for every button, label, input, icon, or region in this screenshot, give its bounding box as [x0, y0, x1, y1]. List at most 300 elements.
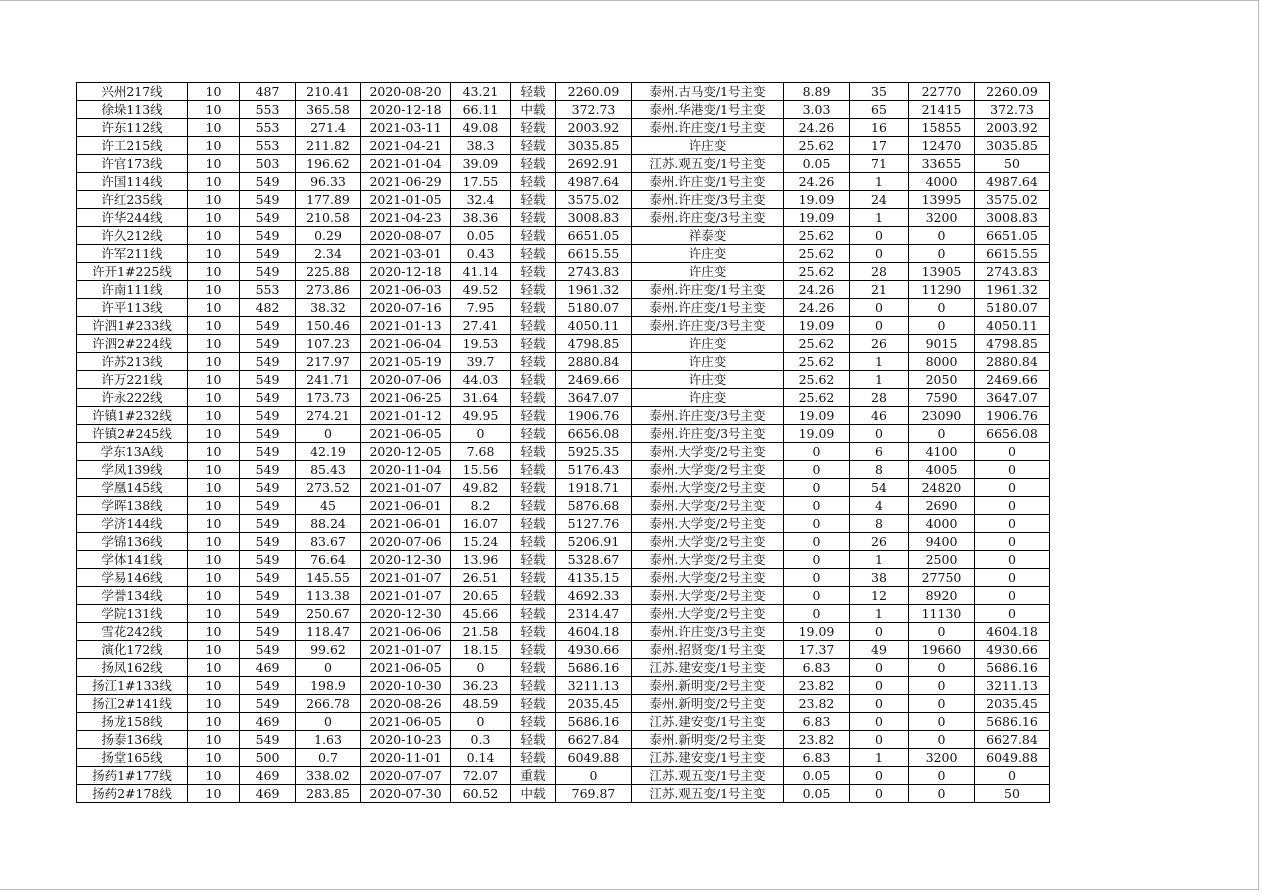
cell-spare-capacity[interactable]: 4987.64: [556, 173, 632, 191]
cell-user-capacity[interactable]: 7590: [909, 389, 975, 407]
cell-date[interactable]: 2020-12-30: [361, 551, 451, 569]
cell-voltage[interactable]: 10: [188, 767, 240, 785]
cell-rated-current[interactable]: 549: [240, 173, 296, 191]
cell-line-name[interactable]: 许红235线: [77, 191, 188, 209]
cell-user-count[interactable]: 38: [850, 569, 909, 587]
cell-user-count[interactable]: 0: [850, 767, 909, 785]
cell-voltage[interactable]: 10: [188, 587, 240, 605]
cell-transformer-rate[interactable]: 19.09: [784, 191, 850, 209]
cell-transformer-rate[interactable]: 6.83: [784, 749, 850, 767]
cell-user-count[interactable]: 0: [850, 713, 909, 731]
cell-rated-current[interactable]: 549: [240, 587, 296, 605]
cell-voltage[interactable]: 10: [188, 209, 240, 227]
cell-transformer-rate[interactable]: 25.62: [784, 371, 850, 389]
cell-available-capacity[interactable]: 0: [975, 551, 1050, 569]
cell-transformer[interactable]: 江苏.建安变/1号主变: [632, 713, 784, 731]
cell-available-capacity[interactable]: 5686.16: [975, 659, 1050, 677]
cell-load-status[interactable]: 重载: [511, 767, 556, 785]
cell-available-capacity[interactable]: 6627.84: [975, 731, 1050, 749]
cell-load-status[interactable]: 轻载: [511, 443, 556, 461]
cell-rated-current[interactable]: 482: [240, 299, 296, 317]
cell-line-name[interactable]: 雪花242线: [77, 623, 188, 641]
cell-user-capacity[interactable]: 9015: [909, 335, 975, 353]
cell-user-count[interactable]: 28: [850, 263, 909, 281]
cell-line-name[interactable]: 学济144线: [77, 515, 188, 533]
cell-available-capacity[interactable]: 6615.55: [975, 245, 1050, 263]
cell-load-rate[interactable]: 0.05: [451, 227, 511, 245]
cell-voltage[interactable]: 10: [188, 281, 240, 299]
cell-transformer[interactable]: 泰州.许庄变/3号主变: [632, 407, 784, 425]
cell-spare-capacity[interactable]: 5925.35: [556, 443, 632, 461]
cell-transformer[interactable]: 江苏.观五变/1号主变: [632, 767, 784, 785]
cell-user-capacity[interactable]: 3200: [909, 209, 975, 227]
cell-load-rate[interactable]: 43.21: [451, 83, 511, 101]
cell-rated-current[interactable]: 549: [240, 227, 296, 245]
cell-max-current[interactable]: 177.89: [296, 191, 361, 209]
cell-max-current[interactable]: 0: [296, 713, 361, 731]
cell-user-capacity[interactable]: 4100: [909, 443, 975, 461]
cell-spare-capacity[interactable]: 2003.92: [556, 119, 632, 137]
cell-load-status[interactable]: 轻载: [511, 173, 556, 191]
cell-load-rate[interactable]: 0: [451, 425, 511, 443]
cell-user-capacity[interactable]: 9400: [909, 533, 975, 551]
cell-user-count[interactable]: 49: [850, 641, 909, 659]
cell-transformer-rate[interactable]: 3.03: [784, 101, 850, 119]
cell-line-name[interactable]: 扬药2#178线: [77, 785, 188, 803]
cell-available-capacity[interactable]: 0: [975, 461, 1050, 479]
cell-transformer[interactable]: 泰州.大学变/2号主变: [632, 569, 784, 587]
cell-available-capacity[interactable]: 4798.85: [975, 335, 1050, 353]
cell-transformer-rate[interactable]: 19.09: [784, 209, 850, 227]
cell-rated-current[interactable]: 549: [240, 569, 296, 587]
cell-rated-current[interactable]: 549: [240, 515, 296, 533]
cell-line-name[interactable]: 扬堂165线: [77, 749, 188, 767]
cell-transformer[interactable]: 泰州.新明变/2号主变: [632, 695, 784, 713]
cell-user-count[interactable]: 8: [850, 515, 909, 533]
cell-date[interactable]: 2021-04-21: [361, 137, 451, 155]
cell-max-current[interactable]: 173.73: [296, 389, 361, 407]
cell-user-count[interactable]: 1: [850, 173, 909, 191]
cell-transformer[interactable]: 江苏.建安变/1号主变: [632, 659, 784, 677]
cell-user-count[interactable]: 28: [850, 389, 909, 407]
cell-transformer-rate[interactable]: 0: [784, 533, 850, 551]
cell-spare-capacity[interactable]: 4604.18: [556, 623, 632, 641]
cell-transformer-rate[interactable]: 0: [784, 479, 850, 497]
cell-available-capacity[interactable]: 6651.05: [975, 227, 1050, 245]
cell-transformer[interactable]: 江苏.观五变/1号主变: [632, 785, 784, 803]
cell-rated-current[interactable]: 549: [240, 551, 296, 569]
cell-available-capacity[interactable]: 1906.76: [975, 407, 1050, 425]
cell-spare-capacity[interactable]: 1918.71: [556, 479, 632, 497]
cell-load-status[interactable]: 轻载: [511, 209, 556, 227]
cell-load-rate[interactable]: 13.96: [451, 551, 511, 569]
cell-load-status[interactable]: 轻载: [511, 749, 556, 767]
cell-available-capacity[interactable]: 2260.09: [975, 83, 1050, 101]
cell-max-current[interactable]: 145.55: [296, 569, 361, 587]
cell-transformer[interactable]: 泰州.新明变/2号主变: [632, 677, 784, 695]
cell-max-current[interactable]: 83.67: [296, 533, 361, 551]
cell-available-capacity[interactable]: 3035.85: [975, 137, 1050, 155]
cell-transformer-rate[interactable]: 25.62: [784, 137, 850, 155]
cell-date[interactable]: 2021-06-29: [361, 173, 451, 191]
cell-spare-capacity[interactable]: 1961.32: [556, 281, 632, 299]
cell-voltage[interactable]: 10: [188, 551, 240, 569]
cell-user-count[interactable]: 1: [850, 749, 909, 767]
cell-load-rate[interactable]: 21.58: [451, 623, 511, 641]
cell-date[interactable]: 2021-01-07: [361, 641, 451, 659]
cell-line-name[interactable]: 许军211线: [77, 245, 188, 263]
cell-rated-current[interactable]: 549: [240, 371, 296, 389]
cell-available-capacity[interactable]: 6656.08: [975, 425, 1050, 443]
cell-user-count[interactable]: 8: [850, 461, 909, 479]
cell-load-rate[interactable]: 0: [451, 659, 511, 677]
cell-voltage[interactable]: 10: [188, 101, 240, 119]
cell-voltage[interactable]: 10: [188, 785, 240, 803]
cell-voltage[interactable]: 10: [188, 623, 240, 641]
cell-transformer[interactable]: 泰州.许庄变/1号主变: [632, 119, 784, 137]
cell-max-current[interactable]: 217.97: [296, 353, 361, 371]
cell-rated-current[interactable]: 549: [240, 443, 296, 461]
cell-load-rate[interactable]: 17.55: [451, 173, 511, 191]
cell-user-capacity[interactable]: 4000: [909, 173, 975, 191]
cell-transformer-rate[interactable]: 23.82: [784, 695, 850, 713]
cell-spare-capacity[interactable]: 3575.02: [556, 191, 632, 209]
cell-available-capacity[interactable]: 2035.45: [975, 695, 1050, 713]
cell-rated-current[interactable]: 549: [240, 497, 296, 515]
cell-transformer-rate[interactable]: 17.37: [784, 641, 850, 659]
cell-max-current[interactable]: 38.32: [296, 299, 361, 317]
cell-voltage[interactable]: 10: [188, 317, 240, 335]
cell-max-current[interactable]: 250.67: [296, 605, 361, 623]
cell-max-current[interactable]: 96.33: [296, 173, 361, 191]
cell-user-capacity[interactable]: 4000: [909, 515, 975, 533]
cell-user-capacity[interactable]: 0: [909, 299, 975, 317]
cell-transformer[interactable]: 泰州.大学变/2号主变: [632, 479, 784, 497]
cell-load-status[interactable]: 轻载: [511, 623, 556, 641]
cell-load-status[interactable]: 轻载: [511, 389, 556, 407]
cell-voltage[interactable]: 10: [188, 119, 240, 137]
cell-line-name[interactable]: 许永222线: [77, 389, 188, 407]
cell-line-name[interactable]: 许久212线: [77, 227, 188, 245]
cell-rated-current[interactable]: 553: [240, 119, 296, 137]
cell-line-name[interactable]: 扬药1#177线: [77, 767, 188, 785]
cell-line-name[interactable]: 许官173线: [77, 155, 188, 173]
cell-user-capacity[interactable]: 24820: [909, 479, 975, 497]
cell-max-current[interactable]: 0: [296, 659, 361, 677]
cell-user-capacity[interactable]: 0: [909, 713, 975, 731]
cell-spare-capacity[interactable]: 3035.85: [556, 137, 632, 155]
cell-transformer[interactable]: 许庄变: [632, 389, 784, 407]
cell-line-name[interactable]: 许平113线: [77, 299, 188, 317]
cell-user-count[interactable]: 0: [850, 299, 909, 317]
cell-voltage[interactable]: 10: [188, 497, 240, 515]
cell-date[interactable]: 2020-07-06: [361, 371, 451, 389]
cell-load-status[interactable]: 轻载: [511, 497, 556, 515]
cell-max-current[interactable]: 88.24: [296, 515, 361, 533]
cell-spare-capacity[interactable]: 769.87: [556, 785, 632, 803]
cell-user-count[interactable]: 4: [850, 497, 909, 515]
cell-date[interactable]: 2021-06-05: [361, 425, 451, 443]
cell-load-status[interactable]: 轻载: [511, 371, 556, 389]
cell-date[interactable]: 2020-08-26: [361, 695, 451, 713]
cell-max-current[interactable]: 45: [296, 497, 361, 515]
cell-voltage[interactable]: 10: [188, 533, 240, 551]
cell-spare-capacity[interactable]: 6615.55: [556, 245, 632, 263]
cell-user-count[interactable]: 54: [850, 479, 909, 497]
cell-load-rate[interactable]: 45.66: [451, 605, 511, 623]
cell-load-rate[interactable]: 0.14: [451, 749, 511, 767]
cell-load-rate[interactable]: 16.07: [451, 515, 511, 533]
cell-available-capacity[interactable]: 0: [975, 497, 1050, 515]
cell-transformer[interactable]: 泰州.大学变/2号主变: [632, 443, 784, 461]
cell-rated-current[interactable]: 503: [240, 155, 296, 173]
cell-user-capacity[interactable]: 2500: [909, 551, 975, 569]
cell-date[interactable]: 2021-04-23: [361, 209, 451, 227]
cell-line-name[interactable]: 扬泰136线: [77, 731, 188, 749]
cell-line-name[interactable]: 学晖138线: [77, 497, 188, 515]
cell-transformer[interactable]: 泰州.大学变/2号主变: [632, 587, 784, 605]
cell-max-current[interactable]: 0.7: [296, 749, 361, 767]
cell-load-rate[interactable]: 0.3: [451, 731, 511, 749]
cell-line-name[interactable]: 扬江1#133线: [77, 677, 188, 695]
cell-transformer-rate[interactable]: 24.26: [784, 281, 850, 299]
cell-load-status[interactable]: 轻载: [511, 227, 556, 245]
cell-date[interactable]: 2021-06-01: [361, 515, 451, 533]
cell-load-status[interactable]: 轻载: [511, 191, 556, 209]
cell-transformer[interactable]: 泰州.许庄变/3号主变: [632, 623, 784, 641]
cell-rated-current[interactable]: 500: [240, 749, 296, 767]
cell-date[interactable]: 2020-11-01: [361, 749, 451, 767]
cell-max-current[interactable]: 196.62: [296, 155, 361, 173]
cell-voltage[interactable]: 10: [188, 155, 240, 173]
cell-date[interactable]: 2021-05-19: [361, 353, 451, 371]
cell-transformer-rate[interactable]: 0: [784, 497, 850, 515]
cell-load-rate[interactable]: 39.7: [451, 353, 511, 371]
cell-transformer-rate[interactable]: 24.26: [784, 119, 850, 137]
cell-transformer-rate[interactable]: 25.62: [784, 227, 850, 245]
cell-max-current[interactable]: 211.82: [296, 137, 361, 155]
cell-available-capacity[interactable]: 3575.02: [975, 191, 1050, 209]
cell-rated-current[interactable]: 549: [240, 641, 296, 659]
cell-transformer[interactable]: 泰州.许庄变/3号主变: [632, 209, 784, 227]
cell-transformer-rate[interactable]: 8.89: [784, 83, 850, 101]
cell-user-capacity[interactable]: 8000: [909, 353, 975, 371]
cell-transformer-rate[interactable]: 23.82: [784, 731, 850, 749]
cell-line-name[interactable]: 扬凤162线: [77, 659, 188, 677]
cell-transformer[interactable]: 泰州.大学变/2号主变: [632, 605, 784, 623]
cell-user-capacity[interactable]: 13995: [909, 191, 975, 209]
cell-transformer[interactable]: 泰州.许庄变/3号主变: [632, 425, 784, 443]
cell-voltage[interactable]: 10: [188, 749, 240, 767]
cell-spare-capacity[interactable]: 3008.83: [556, 209, 632, 227]
cell-line-name[interactable]: 学东13A线: [77, 443, 188, 461]
cell-available-capacity[interactable]: 0: [975, 767, 1050, 785]
cell-available-capacity[interactable]: 0: [975, 605, 1050, 623]
cell-date[interactable]: 2020-12-18: [361, 263, 451, 281]
cell-line-name[interactable]: 学锦136线: [77, 533, 188, 551]
cell-line-name[interactable]: 扬龙158线: [77, 713, 188, 731]
cell-user-count[interactable]: 71: [850, 155, 909, 173]
cell-spare-capacity[interactable]: 5127.76: [556, 515, 632, 533]
cell-user-count[interactable]: 1: [850, 605, 909, 623]
cell-voltage[interactable]: 10: [188, 191, 240, 209]
cell-load-status[interactable]: 轻载: [511, 515, 556, 533]
cell-load-status[interactable]: 轻载: [511, 335, 556, 353]
cell-transformer[interactable]: 泰州.招贤变/1号主变: [632, 641, 784, 659]
cell-transformer-rate[interactable]: 19.09: [784, 317, 850, 335]
cell-max-current[interactable]: 0.29: [296, 227, 361, 245]
cell-available-capacity[interactable]: 0: [975, 587, 1050, 605]
cell-max-current[interactable]: 283.85: [296, 785, 361, 803]
cell-spare-capacity[interactable]: 5206.91: [556, 533, 632, 551]
cell-load-status[interactable]: 轻载: [511, 479, 556, 497]
cell-rated-current[interactable]: 549: [240, 425, 296, 443]
cell-spare-capacity[interactable]: 2469.66: [556, 371, 632, 389]
cell-rated-current[interactable]: 549: [240, 209, 296, 227]
cell-transformer[interactable]: 许庄变: [632, 263, 784, 281]
cell-line-name[interactable]: 许华244线: [77, 209, 188, 227]
cell-user-capacity[interactable]: 11130: [909, 605, 975, 623]
cell-user-count[interactable]: 0: [850, 227, 909, 245]
cell-spare-capacity[interactable]: 4930.66: [556, 641, 632, 659]
cell-load-rate[interactable]: 0: [451, 713, 511, 731]
cell-user-capacity[interactable]: 0: [909, 623, 975, 641]
cell-voltage[interactable]: 10: [188, 263, 240, 281]
cell-available-capacity[interactable]: 372.73: [975, 101, 1050, 119]
cell-user-capacity[interactable]: 0: [909, 245, 975, 263]
cell-transformer[interactable]: 泰州.大学变/2号主变: [632, 461, 784, 479]
cell-line-name[interactable]: 学体141线: [77, 551, 188, 569]
cell-spare-capacity[interactable]: 5686.16: [556, 713, 632, 731]
cell-transformer-rate[interactable]: 0: [784, 587, 850, 605]
cell-transformer[interactable]: 许庄变: [632, 353, 784, 371]
cell-available-capacity[interactable]: 1961.32: [975, 281, 1050, 299]
cell-date[interactable]: 2020-10-30: [361, 677, 451, 695]
cell-load-rate[interactable]: 49.52: [451, 281, 511, 299]
cell-voltage[interactable]: 10: [188, 335, 240, 353]
cell-load-status[interactable]: 轻载: [511, 695, 556, 713]
cell-load-status[interactable]: 轻载: [511, 353, 556, 371]
cell-load-rate[interactable]: 15.24: [451, 533, 511, 551]
cell-user-count[interactable]: 0: [850, 245, 909, 263]
cell-spare-capacity[interactable]: 2692.91: [556, 155, 632, 173]
cell-rated-current[interactable]: 549: [240, 623, 296, 641]
cell-load-rate[interactable]: 38.3: [451, 137, 511, 155]
cell-load-status[interactable]: 轻载: [511, 425, 556, 443]
cell-voltage[interactable]: 10: [188, 605, 240, 623]
cell-load-status[interactable]: 轻载: [511, 263, 556, 281]
cell-user-capacity[interactable]: 22770: [909, 83, 975, 101]
cell-max-current[interactable]: 99.62: [296, 641, 361, 659]
cell-load-status[interactable]: 轻载: [511, 461, 556, 479]
cell-transformer[interactable]: 泰州.大学变/2号主变: [632, 515, 784, 533]
cell-rated-current[interactable]: 469: [240, 713, 296, 731]
cell-spare-capacity[interactable]: 1906.76: [556, 407, 632, 425]
cell-user-count[interactable]: 0: [850, 677, 909, 695]
cell-date[interactable]: 2021-01-05: [361, 191, 451, 209]
cell-load-status[interactable]: 中载: [511, 785, 556, 803]
cell-user-count[interactable]: 16: [850, 119, 909, 137]
cell-line-name[interactable]: 许国114线: [77, 173, 188, 191]
cell-user-capacity[interactable]: 0: [909, 677, 975, 695]
cell-rated-current[interactable]: 549: [240, 677, 296, 695]
cell-load-status[interactable]: 轻载: [511, 731, 556, 749]
cell-load-status[interactable]: 轻载: [511, 569, 556, 587]
cell-available-capacity[interactable]: 4050.11: [975, 317, 1050, 335]
cell-load-status[interactable]: 轻载: [511, 677, 556, 695]
cell-date[interactable]: 2020-12-05: [361, 443, 451, 461]
cell-user-count[interactable]: 65: [850, 101, 909, 119]
cell-voltage[interactable]: 10: [188, 443, 240, 461]
cell-transformer-rate[interactable]: 6.83: [784, 659, 850, 677]
cell-load-status[interactable]: 轻载: [511, 605, 556, 623]
cell-spare-capacity[interactable]: 2743.83: [556, 263, 632, 281]
cell-max-current[interactable]: 210.58: [296, 209, 361, 227]
cell-spare-capacity[interactable]: 6627.84: [556, 731, 632, 749]
cell-spare-capacity[interactable]: 4692.33: [556, 587, 632, 605]
cell-line-name[interactable]: 扬江2#141线: [77, 695, 188, 713]
cell-available-capacity[interactable]: 2003.92: [975, 119, 1050, 137]
cell-line-name[interactable]: 学凰145线: [77, 479, 188, 497]
cell-line-name[interactable]: 徐垛113线: [77, 101, 188, 119]
cell-transformer-rate[interactable]: 0.05: [784, 155, 850, 173]
cell-available-capacity[interactable]: 3008.83: [975, 209, 1050, 227]
cell-spare-capacity[interactable]: 6651.05: [556, 227, 632, 245]
cell-max-current[interactable]: 2.34: [296, 245, 361, 263]
cell-available-capacity[interactable]: 4987.64: [975, 173, 1050, 191]
cell-load-rate[interactable]: 32.4: [451, 191, 511, 209]
cell-voltage[interactable]: 10: [188, 425, 240, 443]
cell-load-status[interactable]: 轻载: [511, 587, 556, 605]
cell-date[interactable]: 2021-01-07: [361, 479, 451, 497]
cell-line-name[interactable]: 许镇1#232线: [77, 407, 188, 425]
cell-user-capacity[interactable]: 2690: [909, 497, 975, 515]
cell-voltage[interactable]: 10: [188, 461, 240, 479]
cell-transformer[interactable]: 泰州.大学变/2号主变: [632, 551, 784, 569]
cell-voltage[interactable]: 10: [188, 299, 240, 317]
cell-max-current[interactable]: 118.47: [296, 623, 361, 641]
cell-line-name[interactable]: 许东112线: [77, 119, 188, 137]
cell-transformer-rate[interactable]: 0: [784, 569, 850, 587]
cell-line-name[interactable]: 许镇2#245线: [77, 425, 188, 443]
cell-spare-capacity[interactable]: 2260.09: [556, 83, 632, 101]
cell-transformer[interactable]: 泰州.华港变/1号主变: [632, 101, 784, 119]
cell-user-count[interactable]: 0: [850, 695, 909, 713]
cell-transformer[interactable]: 许庄变: [632, 371, 784, 389]
cell-date[interactable]: 2021-01-07: [361, 587, 451, 605]
cell-load-rate[interactable]: 44.03: [451, 371, 511, 389]
cell-spare-capacity[interactable]: 2035.45: [556, 695, 632, 713]
cell-rated-current[interactable]: 549: [240, 245, 296, 263]
cell-load-status[interactable]: 轻载: [511, 299, 556, 317]
cell-user-count[interactable]: 1: [850, 551, 909, 569]
cell-rated-current[interactable]: 549: [240, 461, 296, 479]
cell-max-current[interactable]: 225.88: [296, 263, 361, 281]
cell-date[interactable]: 2021-06-25: [361, 389, 451, 407]
cell-max-current[interactable]: 76.64: [296, 551, 361, 569]
cell-transformer[interactable]: 泰州.古马变/1号主变: [632, 83, 784, 101]
cell-user-capacity[interactable]: 11290: [909, 281, 975, 299]
cell-transformer-rate[interactable]: 24.26: [784, 299, 850, 317]
cell-user-capacity[interactable]: 0: [909, 767, 975, 785]
cell-date[interactable]: 2021-03-11: [361, 119, 451, 137]
cell-user-count[interactable]: 21: [850, 281, 909, 299]
cell-load-status[interactable]: 轻载: [511, 407, 556, 425]
cell-load-rate[interactable]: 36.23: [451, 677, 511, 695]
cell-available-capacity[interactable]: 3211.13: [975, 677, 1050, 695]
cell-transformer[interactable]: 泰州.许庄变/1号主变: [632, 281, 784, 299]
cell-date[interactable]: 2020-07-07: [361, 767, 451, 785]
